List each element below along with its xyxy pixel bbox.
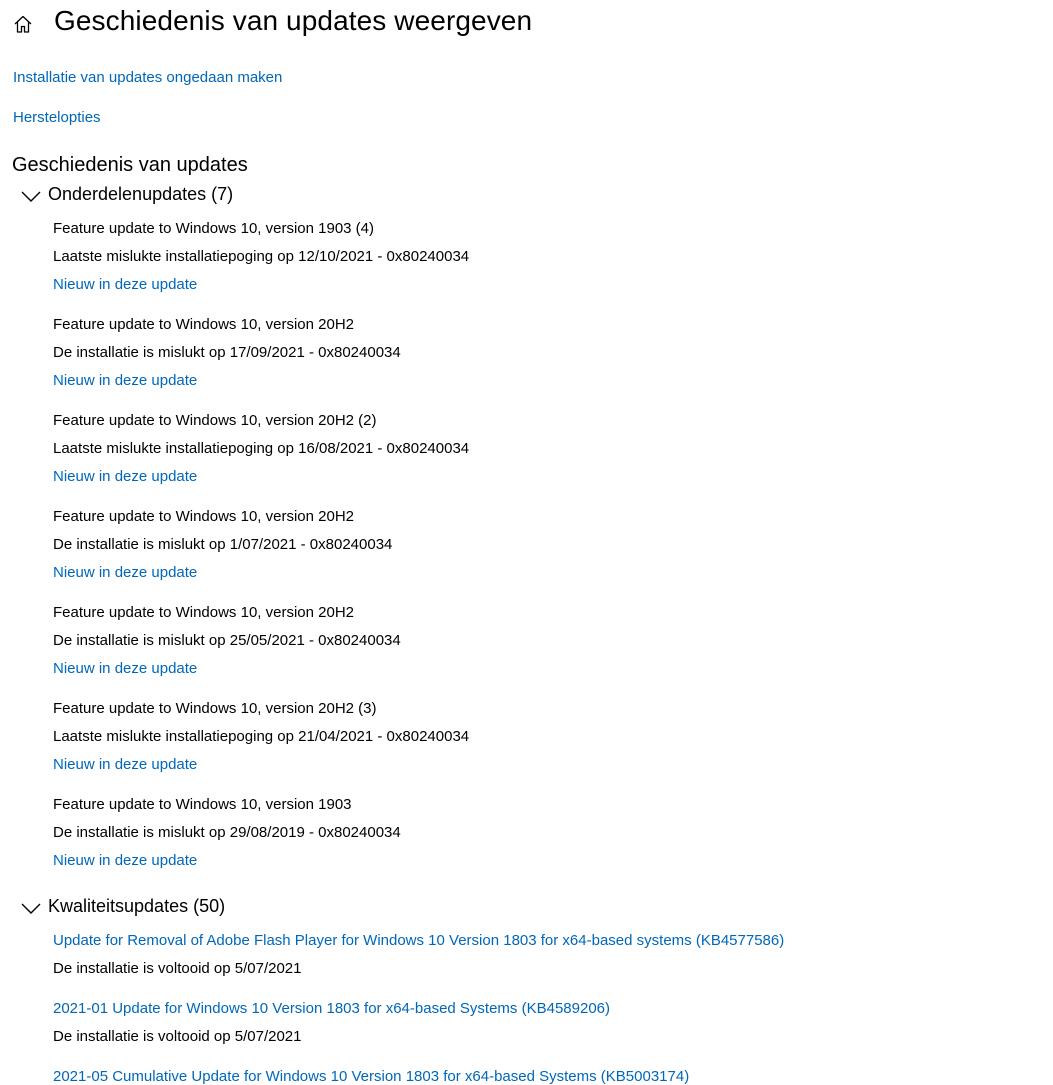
feature-updates-label: Onderdelenupdates (7) — [48, 184, 234, 204]
update-status: De installatie is mislukt op 1/07/2021 - 0x80240034 — [53, 536, 393, 553]
update-title-link[interactable]: 2021-05 Cumulative Update for Windows 10 Version 1803 for x64-based Systems (KB5003174) — [53, 1068, 690, 1085]
whats-new-link[interactable]: Nieuw in deze update — [53, 756, 198, 773]
whats-new-link[interactable]: Nieuw in deze update — [53, 372, 198, 389]
update-status: De installatie is mislukt op 25/05/2021 - 0x80240034 — [53, 632, 401, 649]
update-title: Feature update to Windows 10, version 1903 (4) — [53, 220, 375, 237]
whats-new-link[interactable]: Nieuw in deze update — [53, 660, 198, 677]
update-title: Feature update to Windows 10, version 20H2 — [53, 508, 355, 525]
whats-new-link[interactable]: Nieuw in deze update — [53, 468, 198, 485]
update-title: Feature update to Windows 10, version 20H2 — [53, 316, 355, 333]
update-status: De installatie is mislukt op 17/09/2021 - 0x80240034 — [53, 344, 401, 361]
update-title-link[interactable]: Update for Removal of Adobe Flash Player for Windows 10 Version 1803 for x64-based systems (KB4577586) — [53, 932, 785, 949]
update-title-link[interactable]: 2021-01 Update for Windows 10 Version 1803 for x64-based Systems (KB4589206) — [53, 1000, 610, 1017]
quality-updates-label: Kwaliteitsupdates (50) — [48, 896, 226, 916]
chevron-down-icon — [20, 186, 42, 206]
whats-new-link[interactable]: Nieuw in deze update — [53, 276, 198, 293]
update-status: De installatie is voltooid op 5/07/2021 — [53, 960, 302, 977]
update-title: Feature update to Windows 10, version 1903 — [53, 796, 352, 813]
home-icon[interactable] — [12, 13, 34, 35]
update-status: Laatste mislukte installatiepoging op 21/04/2021 - 0x80240034 — [53, 728, 470, 745]
uninstall-updates-link[interactable]: Installatie van updates ongedaan maken — [13, 69, 283, 86]
update-status: Laatste mislukte installatiepoging op 12/10/2021 - 0x80240034 — [53, 248, 470, 265]
update-title: Feature update to Windows 10, version 20H2 (2) — [53, 412, 377, 429]
update-title: Feature update to Windows 10, version 20H2 (3) — [53, 700, 377, 717]
update-status: De installatie is mislukt op 29/08/2019 - 0x80240034 — [53, 824, 401, 841]
whats-new-link[interactable]: Nieuw in deze update — [53, 852, 198, 869]
page-header — [0, 0, 1053, 50]
whats-new-link[interactable]: Nieuw in deze update — [53, 564, 198, 581]
chevron-down-icon — [20, 898, 42, 918]
update-title: Feature update to Windows 10, version 20H2 — [53, 604, 355, 621]
update-history-heading: Geschiedenis van updates — [12, 154, 248, 176]
recovery-options-link[interactable]: Herstelopties — [13, 109, 101, 126]
page-title: Geschiedenis van updates weergeven — [54, 5, 533, 36]
update-status: Laatste mislukte installatiepoging op 16/08/2021 - 0x80240034 — [53, 440, 470, 457]
update-status: De installatie is voltooid op 5/07/2021 — [53, 1028, 302, 1045]
